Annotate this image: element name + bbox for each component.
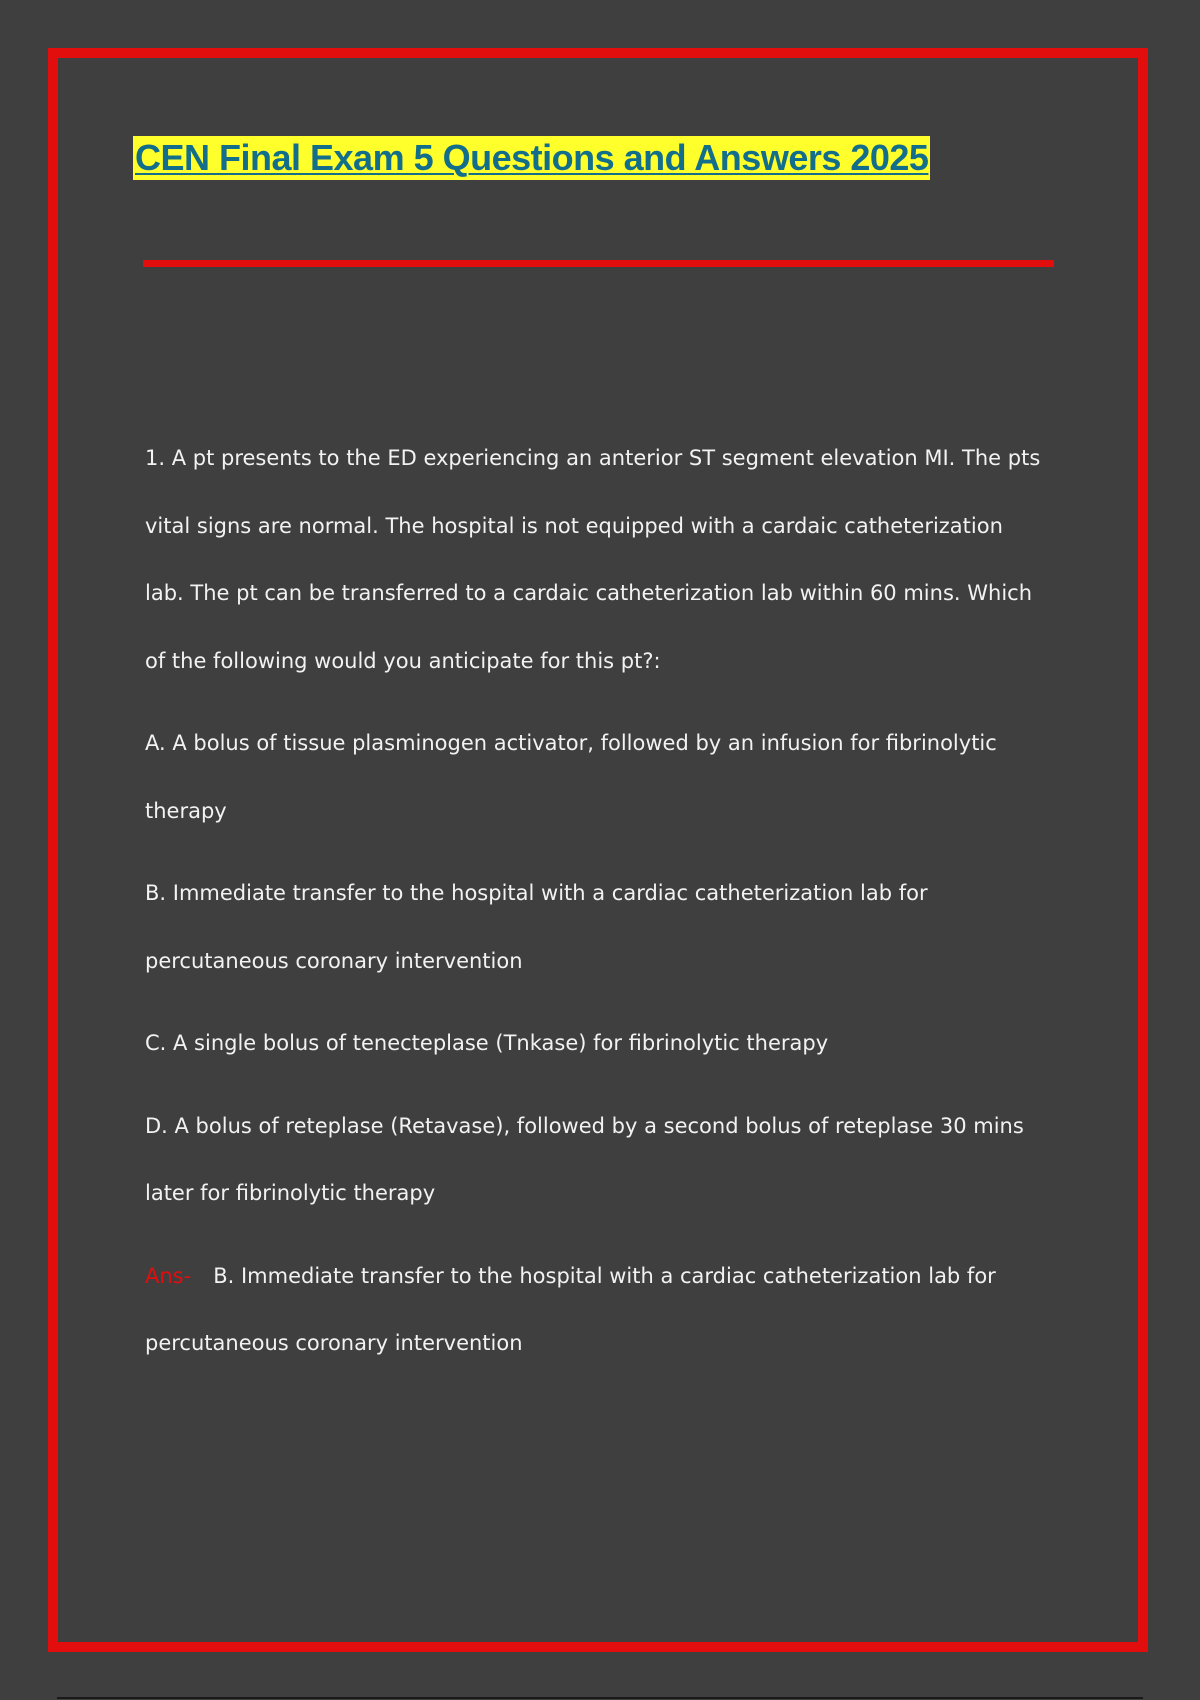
title-divider xyxy=(143,260,1054,267)
option-c: C. A single bolus of tenecteplase (Tnkase) for fibrinolytic therapy xyxy=(145,1031,829,1055)
answer-text: B. Immediate transfer to the hospital with a cardiac catheterization lab for percutaneous coronary intervention xyxy=(145,1263,996,1355)
title-block xyxy=(133,136,930,180)
document-title: CEN Final Exam 5 Questions and Answers 2025 xyxy=(135,137,929,178)
bottom-divider xyxy=(57,1697,1143,1699)
answer xyxy=(145,1243,1045,1378)
question-text: 1. A pt presents to the ED experiencing an anterior ST segment elevation MI. The pts vital signs are normal. The hospital is not equipped with a cardaic catheterization lab. The pt can be transferred to a cardaic catheterization lab within 60 mins. Which of the following would you anticipate for this pt?: xyxy=(145,446,1041,673)
answer-label: Ans- xyxy=(145,1263,192,1288)
question-block xyxy=(145,425,1045,1393)
option-a: A. A bolus of tissue plasminogen activator, followed by an infusion for fibrinolytic therapy xyxy=(145,731,997,823)
option-b: B. Immediate transfer to the hospital with a cardiac catheterization lab for percutaneous coronary intervention xyxy=(145,881,928,973)
option-d: D. A bolus of reteplase (Retavase), followed by a second bolus of reteplase 30 mins later for fibrinolytic therapy xyxy=(145,1113,1024,1205)
